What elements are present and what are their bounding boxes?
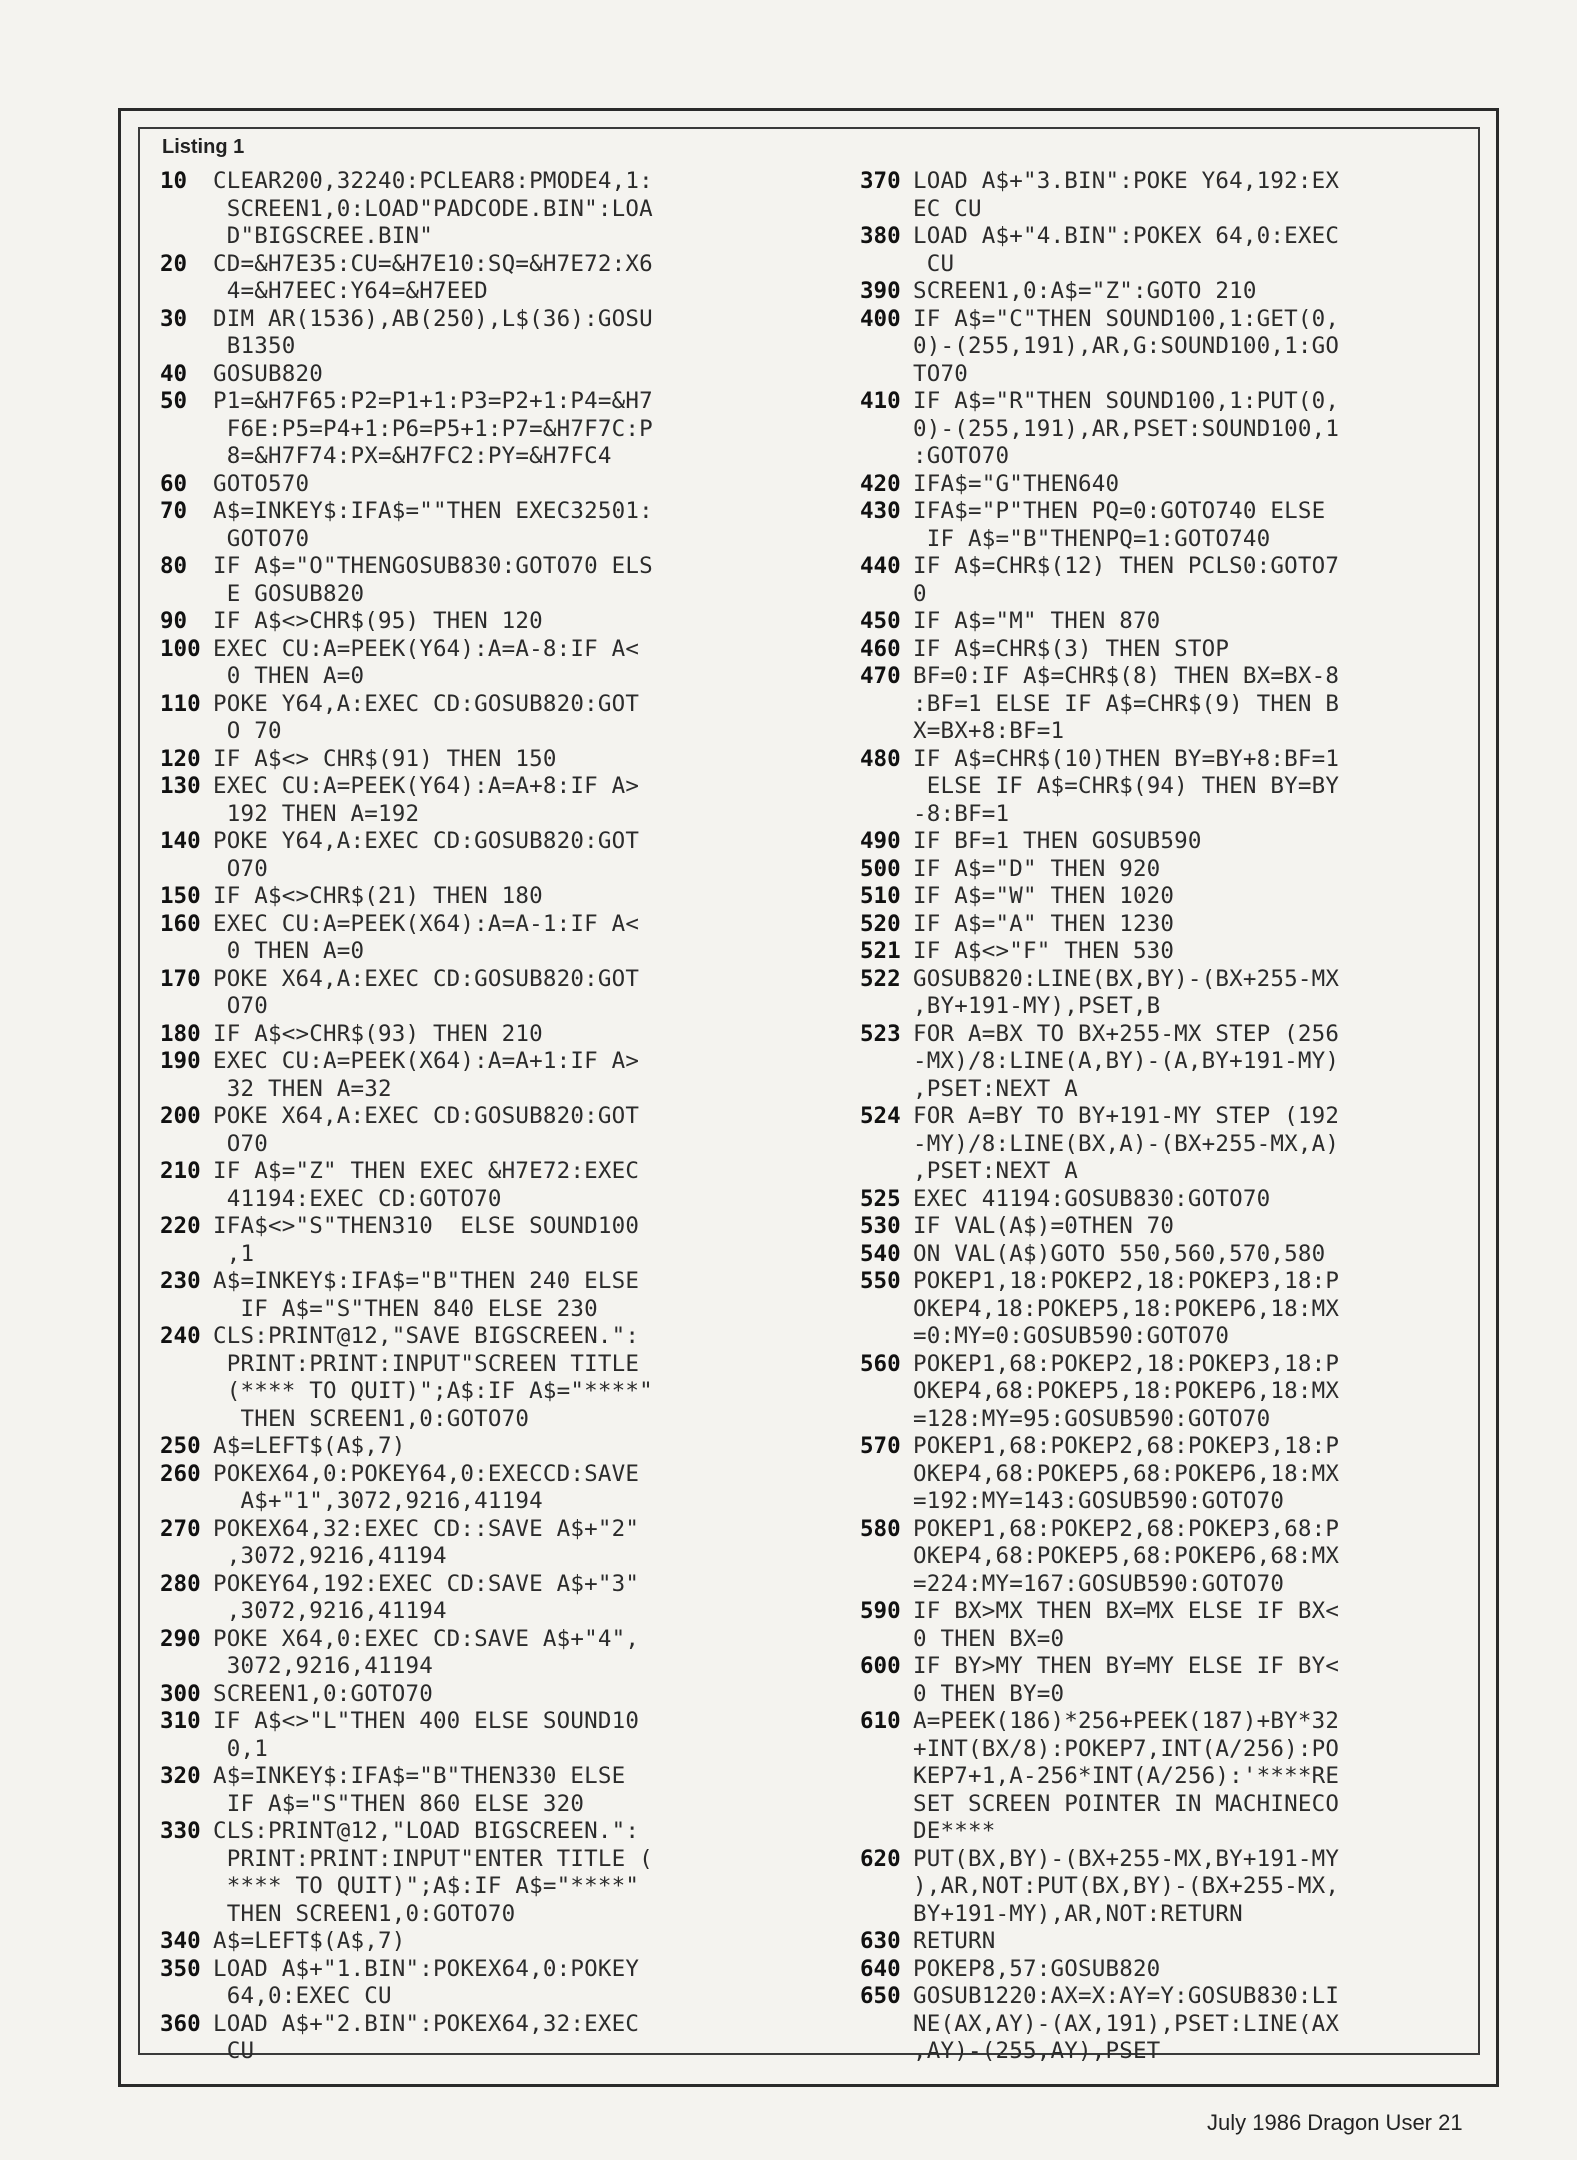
- line-number: 540: [860, 1240, 901, 1267]
- code-line: [160, 1158, 760, 1213]
- line-code: CLS:PRINT@12,"SAVE BIGSCREEN.": PRINT:PRINT:INPUT"SCREEN TITLE (**** TO QUIT)";A$:IF A$="****" THEN SCREEN1,0:GOTO70: [213, 1323, 653, 1432]
- line-number: 650: [860, 1983, 901, 2009]
- code-line: [860, 306, 1460, 389]
- code-line: [160, 883, 760, 911]
- line-number: 560: [860, 1350, 901, 1377]
- line-number: 522: [860, 965, 901, 992]
- line-number: 470: [860, 663, 901, 689]
- line-number: 600: [860, 1653, 901, 1679]
- line-number: 200: [160, 1103, 201, 1129]
- line-code: POKEP1,68:POKEP2,68:POKEP3,18:P OKEP4,68:POKEP5,68:POKEP6,18:MX =192:MY=143:GOSUB590:GOTO70: [913, 1433, 1340, 1514]
- code-line: [860, 663, 1460, 746]
- line-number: 90: [160, 608, 188, 634]
- code-line: [860, 498, 1460, 553]
- line-code: EXEC CU:A=PEEK(Y64):A=A-8:IF A< 0 THEN A=0: [213, 635, 640, 689]
- code-line: [860, 1021, 1460, 1104]
- code-line: [160, 1708, 760, 1763]
- line-number: 610: [860, 1708, 901, 1734]
- line-code: POKEP8,57:GOSUB820: [913, 1955, 1161, 1982]
- line-code: IF A$<>"L"THEN 400 ELSE SOUND10 0,1: [213, 1708, 640, 1762]
- line-number: 570: [860, 1433, 901, 1459]
- line-code: EXEC CU:A=PEEK(X64):A=A+1:IF A> 32 THEN A=32: [213, 1048, 640, 1102]
- line-number: 120: [160, 745, 201, 772]
- line-number: 524: [860, 1103, 901, 1129]
- code-line: [160, 1626, 760, 1681]
- line-number: 70: [160, 498, 188, 524]
- code-line: [860, 1241, 1460, 1269]
- line-code: LOAD A$+"2.BIN":POKEX64,32:EXEC CU: [213, 2010, 640, 2064]
- line-number: 220: [160, 1213, 201, 1239]
- code-line: [160, 361, 760, 389]
- line-code: BF=0:IF A$=CHR$(8) THEN BX=BX-8 :BF=1 ELSE IF A$=CHR$(9) THEN B X=BX+8:BF=1: [913, 663, 1340, 744]
- line-number: 40: [160, 360, 188, 387]
- line-code: CLEAR200,32240:PCLEAR8:PMODE4,1: SCREEN1,0:LOAD"PADCODE.BIN":LOA D"BIGSCREE.BIN": [213, 168, 653, 249]
- code-line: [160, 1048, 760, 1103]
- code-line: [160, 828, 760, 883]
- code-line: [860, 1653, 1460, 1708]
- line-code: FOR A=BY TO BY+191-MY STEP (192 -MY)/8:LINE(BX,A)-(BX+255-MX,A) ,PSET:NEXT A: [913, 1103, 1340, 1184]
- line-code: IF A$="C"THEN SOUND100,1:GET(0, 0)-(255,191),AR,G:SOUND100,1:GO TO70: [913, 305, 1340, 387]
- line-number: 250: [160, 1433, 201, 1459]
- code-line: [160, 498, 760, 553]
- line-code: A$=INKEY$:IFA$="B"THEN 240 ELSE IF A$="S"THEN 840 ELSE 230: [213, 1268, 640, 1322]
- line-code: IF A$="A" THEN 1230: [913, 910, 1175, 937]
- line-number: 60: [160, 470, 188, 497]
- code-line: [160, 1928, 760, 1956]
- line-code: IF A$<>CHR$(21) THEN 180: [213, 883, 543, 909]
- line-number: 580: [860, 1515, 901, 1542]
- line-number: 150: [160, 883, 201, 909]
- line-number: 525: [860, 1185, 901, 1212]
- line-number: 630: [860, 1928, 901, 1954]
- line-code: CLS:PRINT@12,"LOAD BIGSCREEN.": PRINT:PRINT:INPUT"ENTER TITLE ( **** TO QUIT)";A$:IF A$="****" THEN SCREEN1,0:GOTO70: [213, 1818, 653, 1927]
- code-line: [160, 1681, 760, 1709]
- line-code: GOSUB820:LINE(BX,BY)-(BX+255-MX ,BY+191-MY),PSET,B: [913, 965, 1340, 1019]
- line-number: 210: [160, 1158, 201, 1184]
- line-code: GOSUB1220:AX=X:AY=Y:GOSUB830:LI NE(AX,AY)-(AX,191),PSET:LINE(AX ,AY)-(255,AY),PSET: [913, 1983, 1340, 2064]
- line-code: IF A$<> CHR$(91) THEN 150: [213, 745, 557, 772]
- line-code: PUT(BX,BY)-(BX+255-MX,BY+191-MY ),AR,NOT:PUT(BX,BY)-(BX+255-MX, BY+191-MY),AR,NOT:RETURN: [913, 1845, 1340, 1927]
- code-line: [860, 388, 1460, 471]
- line-code: POKE X64,A:EXEC CD:GOSUB820:GOT O70: [213, 1103, 640, 1157]
- line-code: POKE X64,0:EXEC CD:SAVE A$+"4", 3072,9216,41194: [213, 1625, 640, 1679]
- code-line: [860, 278, 1460, 306]
- code-line: [860, 1433, 1460, 1516]
- line-code: POKEY64,192:EXEC CD:SAVE A$+"3" ,3072,9216,41194: [213, 1570, 640, 1624]
- line-code: IF BX>MX THEN BX=MX ELSE IF BX< 0 THEN BX=0: [913, 1598, 1340, 1652]
- code-line: [160, 608, 760, 636]
- line-code: EXEC CU:A=PEEK(X64):A=A-1:IF A< 0 THEN A=0: [213, 910, 640, 964]
- code-line: [860, 1928, 1460, 1956]
- line-number: 550: [860, 1268, 901, 1294]
- line-code: EXEC 41194:GOSUB830:GOTO70: [913, 1185, 1271, 1212]
- line-number: 10: [160, 168, 188, 194]
- line-number: 430: [860, 498, 901, 524]
- line-number: 80: [160, 553, 188, 579]
- line-number: 50: [160, 388, 188, 414]
- line-code: A=PEEK(186)*256+PEEK(187)+BY*32 +INT(BX/8):POKEP7,INT(A/256):PO KEP7+1,A-256*INT(A/256):'****RE SET SCREEN POINTER IN MACHINECO DE****: [913, 1708, 1340, 1844]
- code-line: [860, 223, 1460, 278]
- line-number: 410: [860, 388, 901, 414]
- code-line: [160, 1213, 760, 1268]
- line-code: POKE Y64,A:EXEC CD:GOSUB820:GOT O 70: [213, 690, 640, 744]
- code-line: [160, 1323, 760, 1433]
- line-number: 100: [160, 635, 201, 662]
- line-number: 420: [860, 470, 901, 497]
- listing-column-left: [160, 168, 760, 2066]
- code-line: [860, 553, 1460, 608]
- code-line: [860, 608, 1460, 636]
- code-line: [860, 1516, 1460, 1599]
- code-line: [860, 746, 1460, 829]
- code-line: [160, 251, 760, 306]
- code-line: [860, 1956, 1460, 1984]
- line-number: 640: [860, 1955, 901, 1982]
- code-line: [860, 1598, 1460, 1653]
- code-line: [160, 1103, 760, 1158]
- line-number: 270: [160, 1515, 201, 1542]
- line-number: 523: [860, 1020, 901, 1047]
- line-number: 490: [860, 828, 901, 854]
- code-line: [860, 1983, 1460, 2066]
- line-number: 260: [160, 1460, 201, 1487]
- line-code: IF A$="D" THEN 920: [913, 855, 1161, 882]
- code-line: [160, 911, 760, 966]
- line-code: IF A$=CHR$(3) THEN STOP: [913, 635, 1230, 662]
- line-number: 310: [160, 1708, 201, 1734]
- code-line: [860, 828, 1460, 856]
- line-number: 340: [160, 1928, 201, 1954]
- line-number: 460: [860, 635, 901, 662]
- line-code: IF A$="O"THENGOSUB830:GOTO70 ELS E GOSUB820: [213, 553, 653, 607]
- code-line: [160, 1021, 760, 1049]
- code-line: [160, 553, 760, 608]
- line-number: 300: [160, 1680, 201, 1707]
- code-line: [160, 1818, 760, 1928]
- line-number: 390: [860, 278, 901, 304]
- code-line: [160, 1461, 760, 1516]
- line-number: 240: [160, 1323, 201, 1349]
- line-code: POKEP1,68:POKEP2,68:POKEP3,68:P OKEP4,68:POKEP5,68:POKEP6,68:MX =224:MY=167:GOSUB590:GOTO70: [913, 1515, 1340, 1597]
- line-number: 380: [860, 223, 901, 249]
- line-number: 190: [160, 1048, 201, 1074]
- line-number: 180: [160, 1020, 201, 1047]
- line-number: 510: [860, 883, 901, 909]
- line-number: 280: [160, 1570, 201, 1597]
- code-line: [860, 911, 1460, 939]
- code-line: [160, 1433, 760, 1461]
- line-number: 590: [860, 1598, 901, 1624]
- line-number: 130: [160, 773, 201, 799]
- code-line: [160, 691, 760, 746]
- line-code: IFA$="P"THEN PQ=0:GOTO740 ELSE IF A$="B"THENPQ=1:GOTO740: [913, 498, 1326, 552]
- code-line: [160, 1956, 760, 2011]
- line-code: POKE X64,A:EXEC CD:GOSUB820:GOT O70: [213, 965, 640, 1019]
- line-code: LOAD A$+"1.BIN":POKEX64,0:POKEY 64,0:EXEC CU: [213, 1955, 640, 2009]
- code-line: [860, 966, 1460, 1021]
- code-line: [160, 1516, 760, 1571]
- line-number: 400: [860, 305, 901, 332]
- code-line: [160, 168, 760, 251]
- code-line: [860, 1213, 1460, 1241]
- line-code: GOTO570: [213, 470, 310, 497]
- code-line: [860, 938, 1460, 966]
- code-line: [860, 1708, 1460, 1846]
- line-number: 620: [860, 1845, 901, 1872]
- code-line: [160, 388, 760, 471]
- code-line: [160, 746, 760, 774]
- line-code: POKEP1,18:POKEP2,18:POKEP3,18:P OKEP4,18:POKEP5,18:POKEP6,18:MX =0:MY=0:GOSUB590:GOTO70: [913, 1268, 1340, 1349]
- code-line: [860, 1846, 1460, 1929]
- code-line: [160, 636, 760, 691]
- line-code: A$=INKEY$:IFA$=""THEN EXEC32501: GOTO70: [213, 498, 653, 552]
- line-number: 520: [860, 910, 901, 937]
- code-line: [860, 471, 1460, 499]
- line-code: A$=INKEY$:IFA$="B"THEN330 ELSE IF A$="S"THEN 860 ELSE 320: [213, 1763, 626, 1817]
- line-number: 440: [860, 553, 901, 579]
- code-line: [160, 773, 760, 828]
- line-number: 330: [160, 1818, 201, 1844]
- line-code: ON VAL(A$)GOTO 550,560,570,580: [913, 1240, 1326, 1267]
- line-number: 360: [160, 2010, 201, 2037]
- listing-column-right: [860, 168, 1460, 2066]
- line-code: LOAD A$+"4.BIN":POKEX 64,0:EXEC CU: [913, 223, 1340, 277]
- line-code: EXEC CU:A=PEEK(Y64):A=A+8:IF A> 192 THEN A=192: [213, 773, 640, 827]
- line-number: 370: [860, 168, 901, 194]
- code-line: [860, 856, 1460, 884]
- line-code: IF A$<>"F" THEN 530: [913, 938, 1175, 964]
- line-code: IF A$=CHR$(10)THEN BY=BY+8:BF=1 ELSE IF A$=CHR$(94) THEN BY=BY -8:BF=1: [913, 745, 1340, 827]
- code-line: [160, 966, 760, 1021]
- code-line: [860, 1186, 1460, 1214]
- line-code: A$=LEFT$(A$,7): [213, 1928, 406, 1954]
- line-number: 30: [160, 305, 188, 332]
- code-line: [160, 1268, 760, 1323]
- line-code: IFA$="G"THEN640: [913, 470, 1120, 497]
- line-code: POKEP1,68:POKEP2,18:POKEP3,18:P OKEP4,68:POKEP5,18:POKEP6,18:MX =128:MY=95:GOSUB590:GOTO70: [913, 1350, 1340, 1432]
- line-code: DIM AR(1536),AB(250),L$(36):GOSU B1350: [213, 305, 653, 359]
- line-code: IF A$<>CHR$(93) THEN 210: [213, 1020, 543, 1047]
- line-number: 140: [160, 828, 201, 854]
- line-code: IF A$=CHR$(12) THEN PCLS0:GOTO7 0: [913, 553, 1340, 607]
- line-code: P1=&H7F65:P2=P1+1:P3=P2+1:P4=&H7 F6E:P5=P4+1:P6=P5+1:P7=&H7F7C:P 8=&H7F74:PX=&H7FC2:PY=&H7FC4: [213, 388, 653, 469]
- line-number: 530: [860, 1213, 901, 1239]
- line-code: SCREEN1,0:GOTO70: [213, 1680, 433, 1707]
- line-number: 500: [860, 855, 901, 882]
- line-number: 170: [160, 965, 201, 992]
- line-code: RETURN: [913, 1928, 996, 1954]
- line-code: IF BY>MY THEN BY=MY ELSE IF BY< 0 THEN BY=0: [913, 1653, 1340, 1707]
- line-number: 320: [160, 1763, 201, 1789]
- line-code: IF BF=1 THEN GOSUB590: [913, 828, 1202, 854]
- line-number: 450: [860, 608, 901, 634]
- code-line: [860, 1351, 1460, 1434]
- line-number: 290: [160, 1625, 201, 1652]
- line-code: IF A$="W" THEN 1020: [913, 883, 1175, 909]
- code-line: [160, 2011, 760, 2066]
- code-line: [160, 1763, 760, 1818]
- line-code: GOSUB820: [213, 360, 323, 387]
- line-number: 160: [160, 910, 201, 937]
- line-number: 110: [160, 690, 201, 717]
- line-number: 480: [860, 745, 901, 772]
- line-number: 20: [160, 250, 188, 277]
- line-code: IF VAL(A$)=0THEN 70: [913, 1213, 1175, 1239]
- code-line: [860, 636, 1460, 664]
- line-code: CD=&H7E35:CU=&H7E10:SQ=&H7E72:X6 4=&H7EEC:Y64=&H7EED: [213, 250, 653, 304]
- line-number: 230: [160, 1268, 201, 1294]
- line-code: POKE Y64,A:EXEC CD:GOSUB820:GOT O70: [213, 828, 640, 882]
- code-line: [860, 883, 1460, 911]
- code-line: [160, 306, 760, 361]
- line-code: IF A$="Z" THEN EXEC &H7E72:EXEC 41194:EXEC CD:GOTO70: [213, 1158, 640, 1212]
- line-number: 350: [160, 1955, 201, 1982]
- code-line: [860, 1103, 1460, 1186]
- line-code: A$=LEFT$(A$,7): [213, 1433, 406, 1459]
- line-number: 521: [860, 938, 901, 964]
- listing-caption: Listing 1: [162, 136, 245, 158]
- line-code: IF A$<>CHR$(95) THEN 120: [213, 608, 543, 634]
- code-line: [160, 471, 760, 499]
- line-code: SCREEN1,0:A$="Z":GOTO 210: [913, 278, 1257, 304]
- line-code: POKEX64,32:EXEC CD::SAVE A$+"2" ,3072,9216,41194: [213, 1515, 640, 1569]
- line-code: IF A$="M" THEN 870: [913, 608, 1161, 634]
- page-footer: July 1986 Dragon User 21: [1207, 2110, 1463, 2135]
- line-code: POKEX64,0:POKEY64,0:EXECCD:SAVE A$+"1",3072,9216,41194: [213, 1460, 640, 1514]
- line-code: IF A$="R"THEN SOUND100,1:PUT(0, 0)-(255,191),AR,PSET:SOUND100,1 :GOTO70: [913, 388, 1340, 469]
- code-line: [860, 1268, 1460, 1351]
- line-code: LOAD A$+"3.BIN":POKE Y64,192:EX EC CU: [913, 168, 1340, 222]
- code-line: [160, 1571, 760, 1626]
- line-code: FOR A=BX TO BX+255-MX STEP (256 -MX)/8:LINE(A,BY)-(A,BY+191-MY) ,PSET:NEXT A: [913, 1020, 1340, 1102]
- code-line: [860, 168, 1460, 223]
- line-code: IFA$<>"S"THEN310 ELSE SOUND100 ,1: [213, 1213, 640, 1267]
